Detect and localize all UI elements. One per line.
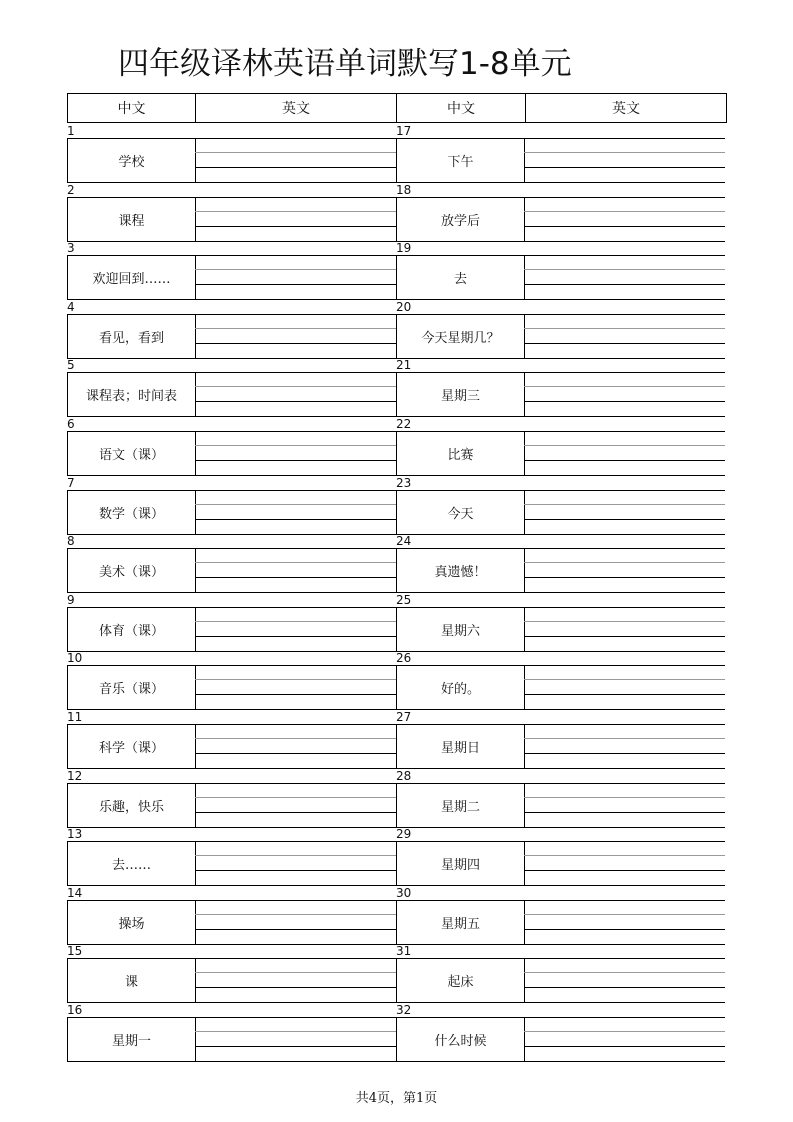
writing-line: [195, 519, 396, 520]
entry-number: 14: [67, 885, 83, 900]
english-answer-lines[interactable]: [524, 197, 725, 241]
writing-line: [524, 255, 725, 256]
entry-number: 11: [67, 710, 83, 724]
writing-line: [524, 679, 725, 680]
writing-line: [524, 284, 725, 285]
english-answer-lines[interactable]: [524, 900, 725, 944]
writing-line: [195, 987, 396, 988]
writing-line: [195, 343, 396, 344]
writing-line: [524, 900, 725, 901]
writing-line: [524, 577, 725, 578]
english-answer-lines[interactable]: [195, 431, 396, 475]
writing-line: [524, 445, 725, 446]
chinese-word-cell: 下午: [396, 138, 525, 183]
writing-line: [195, 929, 396, 930]
writing-line: [195, 724, 396, 725]
writing-line: [524, 548, 725, 549]
chinese-word-cell: 操场: [67, 900, 196, 945]
chinese-word-cell: 星期五: [396, 900, 525, 945]
writing-line: [524, 841, 725, 842]
writing-line: [524, 1017, 725, 1018]
writing-line: [195, 152, 396, 153]
entry-number: 5: [67, 358, 75, 373]
writing-line: [524, 314, 725, 315]
writing-line: [524, 694, 725, 695]
writing-line: [524, 724, 725, 725]
entry-number: 28: [396, 768, 412, 783]
writing-line: [524, 504, 725, 505]
header-chinese-right: 中文: [396, 93, 526, 123]
chinese-word-cell: 学校: [67, 138, 196, 183]
writing-line: [195, 431, 396, 432]
entry-number: 15: [67, 944, 83, 959]
word-entry: [396, 183, 727, 243]
english-answer-lines[interactable]: [195, 490, 396, 534]
writing-line: [524, 987, 725, 988]
writing-line: [195, 1061, 396, 1062]
entry-number: 31: [396, 944, 412, 959]
writing-line: [524, 138, 725, 139]
word-entry: [396, 476, 727, 536]
english-answer-lines[interactable]: [195, 138, 396, 182]
word-entry: [67, 886, 398, 946]
writing-line: [195, 548, 396, 549]
english-answer-lines[interactable]: [524, 255, 725, 299]
entry-number: 12: [67, 768, 83, 783]
writing-line: [195, 504, 396, 505]
writing-line: [195, 958, 396, 959]
writing-line: [195, 679, 396, 680]
writing-line: [195, 269, 396, 270]
writing-line: [524, 269, 725, 270]
word-entry: [396, 944, 727, 1004]
chinese-word-cell: 星期四: [396, 841, 525, 886]
english-answer-lines[interactable]: [524, 665, 725, 709]
word-entry: [396, 358, 727, 418]
writing-line: [524, 401, 725, 402]
entry-number: 25: [396, 592, 412, 607]
page-footer: 共4页，第1页: [355, 1091, 438, 1106]
writing-line: [524, 562, 725, 563]
writing-line: [195, 914, 396, 915]
english-answer-lines[interactable]: [195, 255, 396, 299]
writing-line: [524, 636, 725, 637]
writing-line: [524, 914, 725, 915]
chinese-word-cell: 星期二: [396, 783, 525, 828]
writing-line: [195, 167, 396, 168]
writing-line: [524, 490, 725, 491]
writing-line: [195, 1031, 396, 1032]
entry-number: 21: [396, 358, 412, 373]
writing-line: [195, 445, 396, 446]
entry-number: 7: [67, 475, 75, 490]
english-answer-lines[interactable]: [195, 314, 396, 358]
english-answer-lines[interactable]: [195, 607, 396, 651]
chinese-word-cell: 课程表；时间表: [67, 372, 196, 417]
writing-line: [524, 167, 725, 168]
word-entry: [67, 124, 398, 184]
header-chinese-left: 中文: [67, 93, 196, 123]
entry-number: 4: [67, 299, 75, 314]
writing-line: [195, 812, 396, 813]
entry-number: 13: [67, 827, 83, 842]
word-entry: [67, 710, 398, 770]
writing-line: [195, 460, 396, 461]
writing-line: [524, 929, 725, 930]
chinese-word-cell: 课程: [67, 197, 196, 242]
word-entry: [396, 827, 727, 887]
chinese-word-cell: 放学后: [396, 197, 525, 242]
entry-number: 16: [67, 1003, 83, 1017]
header-english-left: 英文: [195, 93, 397, 123]
entry-number: 20: [396, 299, 412, 314]
entry-number: 24: [396, 534, 412, 549]
chinese-word-cell: 去: [396, 255, 525, 300]
chinese-word-cell: 看见，看到: [67, 314, 196, 359]
writing-line: [195, 284, 396, 285]
writing-line: [195, 577, 396, 578]
writing-line: [195, 621, 396, 622]
entry-number: 19: [396, 241, 412, 256]
writing-line: [524, 1061, 725, 1062]
entry-number: 6: [67, 417, 75, 431]
table-header: [67, 93, 727, 123]
word-entry: [396, 417, 727, 477]
chinese-word-cell: 课: [67, 958, 196, 1003]
writing-line: [195, 138, 396, 139]
word-entry: [396, 710, 727, 770]
word-entry: [67, 827, 398, 887]
writing-line: [195, 1046, 396, 1047]
english-answer-lines[interactable]: [195, 1017, 396, 1061]
chinese-word-cell: 今天: [396, 490, 525, 535]
writing-line: [524, 738, 725, 739]
entry-number: 3: [67, 241, 75, 256]
writing-line: [195, 797, 396, 798]
chinese-word-cell: 音乐（课）: [67, 665, 196, 710]
english-answer-lines[interactable]: [195, 548, 396, 592]
writing-line: [524, 343, 725, 344]
writing-line: [524, 1046, 725, 1047]
writing-line: [195, 694, 396, 695]
chinese-word-cell: 语文（课）: [67, 431, 196, 476]
writing-line: [524, 1031, 725, 1032]
word-entry: [396, 534, 727, 594]
word-entry: [396, 651, 727, 711]
entry-number: 23: [396, 475, 412, 490]
writing-line: [195, 738, 396, 739]
writing-line: [195, 972, 396, 973]
english-answer-lines[interactable]: [524, 314, 725, 358]
word-entry: [67, 417, 398, 477]
chinese-word-cell: 星期六: [396, 607, 525, 652]
entry-number: 17: [396, 124, 412, 138]
writing-line: [524, 812, 725, 813]
writing-line: [524, 972, 725, 973]
word-entry: [396, 1003, 727, 1063]
chinese-word-cell: 起床: [396, 958, 525, 1003]
writing-line: [524, 519, 725, 520]
word-entry: [67, 300, 398, 360]
english-answer-lines[interactable]: [524, 724, 725, 768]
writing-line: [524, 665, 725, 666]
english-answer-lines[interactable]: [195, 958, 396, 1002]
chinese-word-cell: 去……: [67, 841, 196, 886]
writing-line: [195, 255, 396, 256]
word-entry: [67, 1003, 398, 1063]
word-entry: [67, 944, 398, 1004]
entry-number: 27: [396, 710, 412, 724]
writing-line: [524, 386, 725, 387]
writing-line: [524, 226, 725, 227]
writing-line: [195, 636, 396, 637]
writing-line: [195, 870, 396, 871]
english-answer-lines[interactable]: [524, 1017, 725, 1061]
chinese-word-cell: 数学（课）: [67, 490, 196, 535]
english-answer-lines[interactable]: [524, 490, 725, 534]
chinese-word-cell: 星期一: [67, 1017, 196, 1062]
english-answer-lines[interactable]: [524, 548, 725, 592]
writing-line: [195, 226, 396, 227]
writing-line: [524, 607, 725, 608]
writing-line: [524, 621, 725, 622]
word-entry: [67, 769, 398, 829]
word-entry: [67, 534, 398, 594]
word-entry: [67, 358, 398, 418]
word-entry: [396, 241, 727, 301]
english-answer-lines[interactable]: [524, 372, 725, 416]
writing-line: [524, 797, 725, 798]
entry-number: 9: [67, 592, 75, 607]
writing-line: [195, 490, 396, 491]
writing-line: [524, 197, 725, 198]
writing-line: [524, 783, 725, 784]
writing-line: [195, 900, 396, 901]
writing-line: [195, 562, 396, 563]
chinese-word-cell: 今天星期几？: [396, 314, 525, 359]
writing-line: [195, 1017, 396, 1018]
writing-line: [524, 372, 725, 373]
writing-line: [195, 753, 396, 754]
chinese-word-cell: 什么时候: [396, 1017, 525, 1062]
english-answer-lines[interactable]: [524, 607, 725, 651]
chinese-word-cell: 比赛: [396, 431, 525, 476]
writing-line: [195, 197, 396, 198]
chinese-word-cell: 真遗憾！: [396, 548, 525, 593]
entry-number: 18: [396, 182, 412, 197]
writing-line: [195, 401, 396, 402]
writing-line: [524, 152, 725, 153]
chinese-word-cell: 星期日: [396, 724, 525, 769]
chinese-word-cell: 体育（课）: [67, 607, 196, 652]
writing-line: [524, 328, 725, 329]
entry-number: 2: [67, 182, 75, 197]
english-answer-lines[interactable]: [195, 197, 396, 241]
chinese-word-cell: 星期三: [396, 372, 525, 417]
chinese-word-cell: 乐趣，快乐: [67, 783, 196, 828]
word-entry: [67, 241, 398, 301]
entry-number: 8: [67, 534, 75, 549]
writing-line: [195, 855, 396, 856]
writing-line: [524, 460, 725, 461]
writing-line: [524, 753, 725, 754]
entry-number: 30: [396, 885, 412, 900]
writing-line: [195, 386, 396, 387]
word-entry: [396, 300, 727, 360]
writing-line: [524, 958, 725, 959]
entry-number: 26: [396, 651, 412, 666]
chinese-word-cell: 科学（课）: [67, 724, 196, 769]
chinese-word-cell: 好的。: [396, 665, 525, 710]
english-answer-lines[interactable]: [524, 431, 725, 475]
writing-line: [195, 607, 396, 608]
page-title: 四年级译林英语单词默写1-8单元: [118, 46, 572, 82]
entry-number: 32: [396, 1003, 412, 1017]
english-answer-lines[interactable]: [195, 372, 396, 416]
word-entry: [67, 593, 398, 653]
writing-line: [524, 855, 725, 856]
writing-line: [195, 328, 396, 329]
english-answer-lines[interactable]: [195, 783, 396, 827]
chinese-word-cell: 欢迎回到……: [67, 255, 196, 300]
writing-line: [195, 314, 396, 315]
chinese-word-cell: 美术（课）: [67, 548, 196, 593]
entry-number: 29: [396, 827, 412, 842]
writing-line: [524, 870, 725, 871]
english-answer-lines[interactable]: [195, 841, 396, 885]
writing-line: [195, 372, 396, 373]
word-entry: [67, 651, 398, 711]
entry-number: 22: [396, 417, 412, 431]
writing-line: [195, 783, 396, 784]
english-answer-lines[interactable]: [195, 900, 396, 944]
word-entry: [396, 593, 727, 653]
word-entry: [396, 124, 727, 184]
word-entry: [396, 886, 727, 946]
english-answer-lines[interactable]: [524, 958, 725, 1002]
entry-number: 10: [67, 651, 83, 666]
word-entry: [67, 183, 398, 243]
entry-number: 1: [67, 124, 75, 138]
writing-line: [195, 841, 396, 842]
writing-line: [195, 665, 396, 666]
writing-line: [524, 431, 725, 432]
writing-line: [524, 211, 725, 212]
english-answer-lines[interactable]: [524, 783, 725, 827]
word-entry: [67, 476, 398, 536]
header-english-right: 英文: [525, 93, 727, 123]
writing-line: [195, 211, 396, 212]
english-answer-lines[interactable]: [524, 138, 725, 182]
english-answer-lines[interactable]: [195, 724, 396, 768]
english-answer-lines[interactable]: [524, 841, 725, 885]
word-entry: [396, 769, 727, 829]
english-answer-lines[interactable]: [195, 665, 396, 709]
